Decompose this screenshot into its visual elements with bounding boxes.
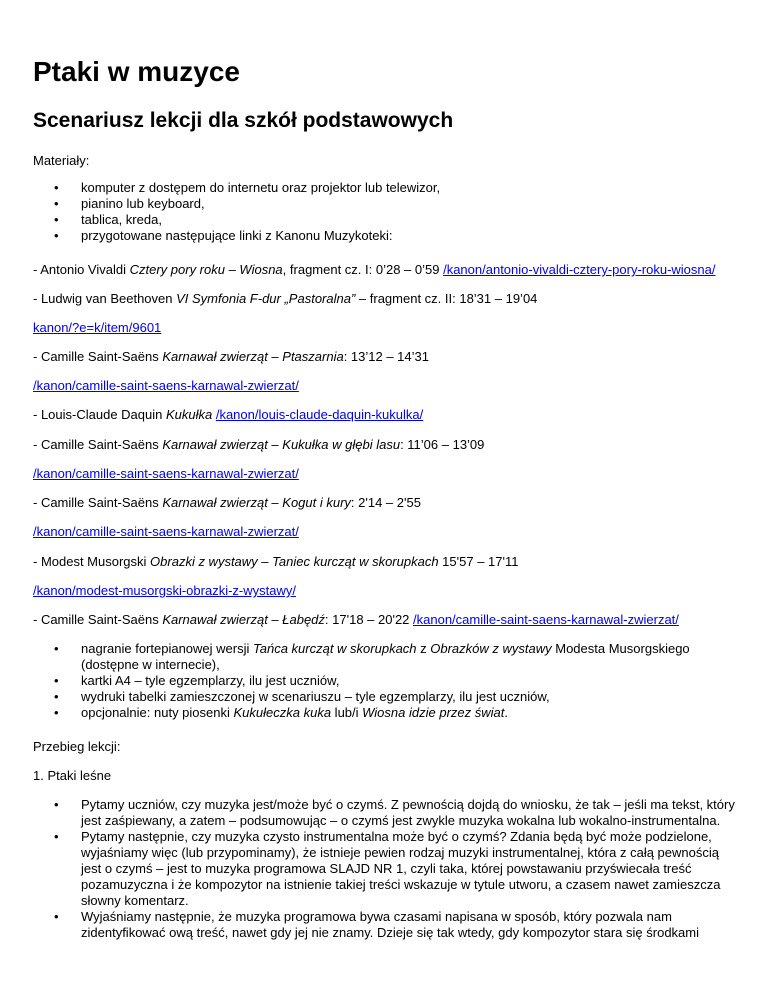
work-title: Obrazki z wystawy – Taniec kurcząt w skorupkach (150, 554, 439, 569)
list-item: • nagranie fortepianowej wersji Tańca kurcząt w skorupkach z Obrazków z wystawy Modesta Musorgskiego (dostępne w internecie), (33, 641, 738, 673)
reference-link-line (33, 377, 299, 394)
work-title: Karnawał zwierząt – Łabędź (162, 612, 325, 627)
reference-line: - Ludwig van Beethoven VI Symfonia F-dur „Pastoralna” – fragment cz. II: 18’31 – 19’04 (33, 291, 538, 306)
kanon-link[interactable]: /kanon/camille-saint-saens-karnawal-zwierzat/ (33, 378, 299, 393)
work-title: Karnawał zwierząt – Ptaszarnia (162, 349, 344, 364)
reference-line: - Camille Saint-Saëns Karnawał zwierząt – Kogut i kury: 2'14 – 2'55 (33, 495, 421, 510)
course-label: Przebieg lekcji: (33, 739, 121, 754)
materials-list (33, 180, 738, 244)
list-item: • kartki A4 – tyle egzemplarzy, ilu jest uczniów, (33, 673, 738, 689)
reference-line: - Antonio Vivaldi Cztery pory roku – Wiosna, fragment cz. I: 0’28 – 0’59 /kanon/antonio-vivaldi-cztery-pory-roku-wiosna/ (33, 262, 716, 277)
list-item: • tablica, kreda, (33, 212, 738, 228)
kanon-link[interactable]: /kanon/camille-saint-saens-karnawal-zwierzat/ (33, 466, 299, 481)
section-heading: 1. Ptaki leśne (33, 768, 112, 783)
reference-link-line (33, 523, 299, 540)
reference-link-line (33, 465, 299, 482)
kanon-link[interactable]: kanon/?e=k/item/9601 (33, 320, 162, 335)
steps-list (33, 797, 738, 941)
reference-line: - Camille Saint-Saëns Karnawał zwierząt – Łabędź: 17'18 – 20'22 /kanon/camille-saint-saens-karnawal-zwierzat/ (33, 612, 679, 627)
materials-label: Materiały: (33, 153, 90, 168)
reference-link-line (33, 319, 161, 336)
list-item: • opcjonalnie: nuty piosenki Kukułeczka kuka lub/i Wiosna idzie przez świat. (33, 705, 738, 721)
reference-line: - Louis-Claude Daquin Kukułka /kanon/louis-claude-daquin-kukulka/ (33, 407, 424, 422)
kanon-link[interactable]: /kanon/camille-saint-saens-karnawal-zwierzat/ (413, 612, 679, 627)
work-title: Karnawał zwierząt – Kogut i kury (162, 495, 351, 510)
kanon-link[interactable]: /kanon/antonio-vivaldi-cztery-pory-roku-wiosna/ (443, 262, 716, 277)
list-item: • Pytamy następnie, czy muzyka czysto instrumentalna może być o czymś? Zdania będą być może podzielone, wyjaśniamy więc (lub przypominamy), że istnieje pewien rodzaj muzyki instrumentalnej, która z całą pewnością jest o czymś – jest to muzyka programowa SLAJD NR 1, czyli taka, której powstawaniu przyświecała treść pozamuzyczna i że kompozytor na istnienie takiej treści wskazuje w tytule utworu, a czasem nawet zamieszcza słowny komentarz. (33, 829, 738, 909)
work-title: Cztery pory roku – Wiosna (129, 262, 283, 277)
list-item: • przygotowane następujące linki z Kanonu Muzykoteki: (33, 228, 738, 244)
kanon-link[interactable]: /kanon/camille-saint-saens-karnawal-zwierzat/ (33, 524, 299, 539)
list-item: • pianino lub keyboard, (33, 196, 738, 212)
reference-line: - Camille Saint-Saëns Karnawał zwierząt – Ptaszarnia: 13’12 – 14’31 (33, 349, 429, 364)
work-title: VI Symfonia F-dur „Pastoralna” (176, 291, 356, 306)
work-title: Kukułka (165, 407, 213, 422)
kanon-link[interactable]: /kanon/modest-musorgski-obrazki-z-wystawy/ (33, 583, 296, 598)
page-title: Ptaki w muzyce (33, 56, 240, 87)
kanon-link[interactable]: /kanon/louis-claude-daquin-kukulka/ (215, 407, 424, 422)
list-item: • komputer z dostępem do internetu oraz projektor lub telewizor, (33, 180, 738, 196)
work-title: Karnawał zwierząt – Kukułka w głębi lasu (162, 437, 401, 452)
reference-link-line (33, 582, 296, 599)
more-materials-list (33, 641, 738, 721)
reference-line: - Camille Saint-Saëns Karnawał zwierząt – Kukułka w głębi lasu: 11’06 – 13’09 (33, 437, 485, 452)
reference-line: - Modest Musorgski Obrazki z wystawy – Taniec kurcząt w skorupkach 15'57 – 17'11 (33, 554, 519, 569)
page-subtitle: Scenariusz lekcji dla szkół podstawowych (33, 109, 454, 132)
list-item: • wydruki tabelki zamieszczonej w scenariuszu – tyle egzemplarzy, ilu jest uczniów, (33, 689, 738, 705)
list-item: • Wyjaśniamy następnie, że muzyka programowa bywa czasami napisana w sposób, który pozwala nam zidentyfikować ową treść, nawet gdy jej nie znamy. Dzieje się tak wtedy, gdy kompozytor stara się środkami (33, 909, 738, 941)
list-item: • Pytamy uczniów, czy muzyka jest/może być o czymś. Z pewnością dojdą do wniosku, że tak – jeśli ma tekst, który jest zaśpiewany, a zatem – podsumowując – o czymś jest zwykle muzyka wokalna lub wokalno-instrumentalna. (33, 797, 738, 829)
